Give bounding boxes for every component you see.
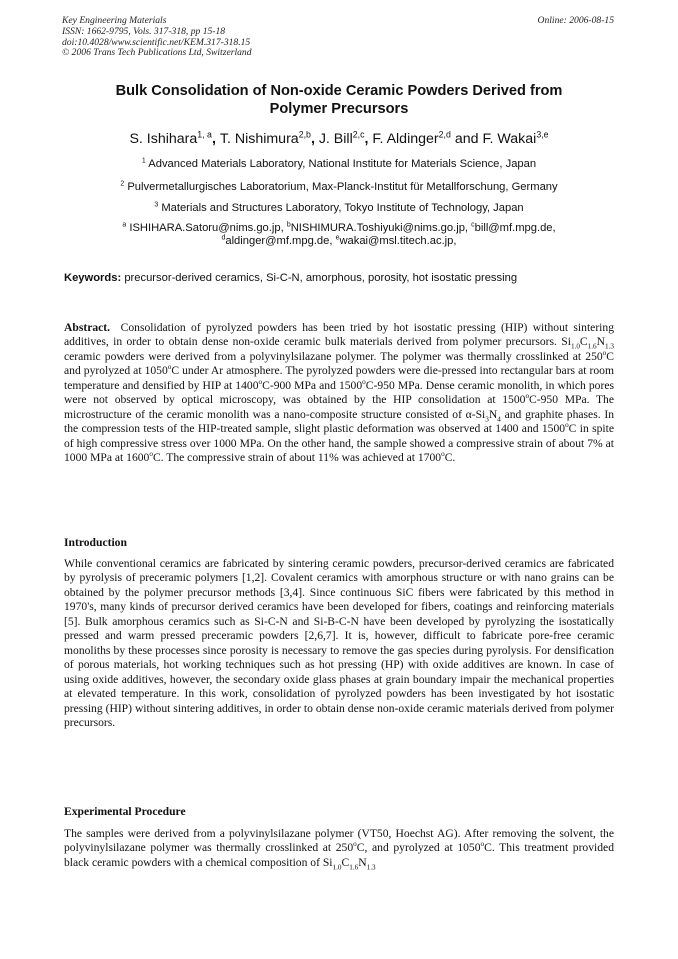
author-and: and [454, 131, 483, 147]
author-affil-mark: 2,b [298, 129, 311, 140]
introduction-heading: Introduction [64, 536, 127, 549]
abstract [64, 321, 614, 466]
abstract-text: Consolidation of pyrolyzed powders has been tried by hot isostatic pressing (HIP) without sintering additives, in order to obtain dense non-oxide ceramic bulk materials derived from polymer precursors. $Si_{1.0}C_{1.6}N_{1.3}$ ceramic powders were derived from a polyvinylsilazane polymer. The polymer was thermally crosslinked at 250$^o$C and pyrolyzed at 1050$^o$C under Ar atmosphere. The pyrolyzed powders were die-pressed into rectangular bars at room temperature and densified by HIP at 1400$^o$C-900 MPa and 1500$^o$C-950 MPa. Dense ceramic monolith, in which pores were not observed by optical microscopy, was obtained by the HIP consolidation at 1500$^o$C-950 MPa. The microstructure of the ceramic monolith was a nano-composite structure consisted of $\alpha-Si_3N_4$ and graphite phases. In the compression tests of the HIP-treated sample, slight plastic deformation was observed at 1400 and 1500$^o$C in spite of high compressive stress over 1000 MPa. On the other hand, the sample showed a compressive strain of about 7% at 1000 MPa at 1600$^o$C. The compressive strain of about 11% was achieved at 1700$^o$C. [64, 321, 614, 465]
journal-name: Key Engineering Materials [62, 15, 167, 26]
email-a[interactable]: ISHIHARA.Satoru@nims.go.jp, [129, 222, 284, 234]
author-affil-mark: 2,c [352, 129, 365, 140]
introduction-body [64, 557, 614, 730]
author-name: J. Bill [318, 131, 353, 147]
online-date: Online: 2006-08-15 [537, 15, 614, 26]
email-line-1: $^a$ ISHIHARA.Satoru@nims.go.jp, $^b$NISHIMURA.Toshiyuki@nims.go.jp, $^c$bill@mf.mpg.de, [122, 221, 556, 234]
introduction-text: While conventional ceramics are fabricated by sintering ceramic powders, precursor-derived ceramics are fabricated by pyrolysis of preceramic polymers [1,2]. Covalent ceramics with amorphous structure or with nano grains can be obtained by the polymer precursor methods [3,4]. Since continuous SiC fibers were fabricated by this method in 1970's, many kinds of precursor derived ceramics have been developed for fibers, coatings and reinforcing materials [5]. Bulk amorphous ceramics such as Si-C-N and Si-B-C-N have been developed by pyrolyzing the isostatically pressed and warm pressed preceramic powders [2,6,7]. It is, however, difficult to fabricate pore-free ceramic monoliths by these processes since porosity is necessary to remove the gas species during pyrolysis. For densification of porous materials, hot working techniques such as hot pressing (HP) with oxide additives are known. In case of using oxide additives, however, the secondary oxide glass phases at grain boundary impair the mechanical properties at elevated temperature. In this work, consolidation of pyrolyzed powders has been investigated by hot isostatic pressing (HIP) without sintering additives, in order to obtain dense non-oxide ceramic materials derived from polymer precursors. [64, 557, 614, 729]
author-name: T. Nishimura [219, 131, 299, 147]
keywords-label: Keywords: [64, 272, 122, 284]
author-name: F. Wakai [482, 131, 537, 147]
affiliation-number: 2 [120, 180, 125, 188]
author-affil-mark: 3,e [536, 129, 549, 140]
affiliation-number: 1 [141, 157, 146, 165]
email-c[interactable]: bill@mf.mpg.de, [474, 222, 556, 234]
affiliation-3 [20, 202, 658, 215]
paper-title [40, 82, 638, 118]
title-line-1: Bulk Consolidation of Non-oxide Ceramic Powders Derived from [115, 83, 563, 99]
abstract-label: Abstract. [64, 321, 111, 334]
author-name: F. Aldinger [372, 131, 439, 147]
experimental-heading: Experimental Procedure [64, 805, 186, 818]
affiliation-2 [20, 181, 658, 194]
doi-line: doi:10.4028/www.scientific.net/KEM.317-318.15 [62, 36, 251, 48]
email-line-2: $^d$aldinger@mf.mpg.de, $^e$wakai@msl.titech.ac.jp, [221, 233, 457, 247]
author-name: S. Ishihara [129, 131, 198, 147]
experimental-text: The samples were derived from a polyvinylsilazane polymer (VT50, Hoechst AG). After removing the solvent, the polyvinylsilazane polymer was thermally crosslinked at 250$^o$C, and pyrolyzed at 1050$^o$C. This treatment provided black ceramic powders with a chemical composition of $Si_{1.0}C_{1.6}N_{1.3}$ [64, 827, 614, 872]
keywords-text: precursor-derived ceramics, Si-C-N, amorphous, porosity, hot isostatic pressing [124, 272, 518, 284]
author-separator: , [364, 131, 373, 147]
title-line-2: Polymer Precursors [269, 101, 409, 117]
author-affil-mark: 1, a [197, 129, 212, 140]
copyright-line: © 2006 Trans Tech Publications Ltd, Switzerland [62, 47, 252, 59]
affiliation-number: 3 [154, 201, 159, 209]
affiliation-text: Materials and Structures Laboratory, Tokyo Institute of Technology, Japan [161, 202, 524, 214]
keywords [64, 272, 624, 285]
author-separator: , [310, 131, 319, 147]
email-d[interactable]: aldinger@mf.mpg.de, [225, 234, 333, 247]
affiliation-text: Pulvermetallurgisches Laboratorium, Max-Planck-Institut für Metallforschung, Germany [127, 181, 558, 193]
email-e[interactable]: wakai@msl.titech.ac.jp, [339, 234, 457, 247]
journal-header [62, 16, 252, 59]
issn-line: ISSN: 1662-9795, Vols. 317-318, pp 15-18 [62, 25, 226, 37]
experimental-body [64, 827, 614, 870]
email-list [40, 222, 638, 247]
author-separator: , [211, 131, 220, 147]
affiliation-1 [20, 158, 658, 171]
author-affil-mark: 2,d [438, 129, 451, 140]
affiliation-text: Advanced Materials Laboratory, National Institute for Materials Science, Japan [148, 158, 537, 170]
email-b[interactable]: NISHIMURA.Toshiyuki@nims.go.jp, [290, 222, 469, 234]
author-list [20, 130, 658, 148]
